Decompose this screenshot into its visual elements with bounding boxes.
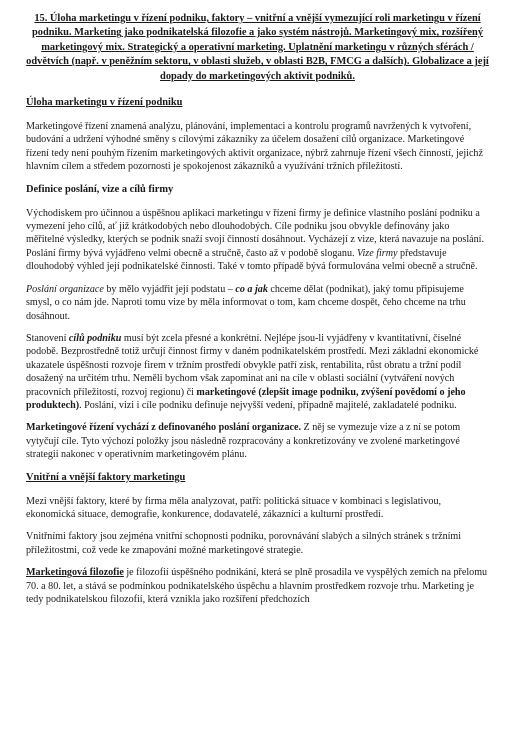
- paragraph-definice-3: [26, 332, 489, 412]
- paragraph-definice-2: [26, 283, 489, 323]
- paragraph-faktory-1: Mezi vnější faktory, které by firma měla analyzovat, patří: politická situace v kombinaci s legislativou, ekonomická situace, demografie, konkurence, dodavatelé, zákazníci a kulturní prostředí.: [26, 495, 442, 520]
- paragraph-text: Stanovení: [26, 332, 69, 344]
- paragraph-uloha: Marketingové řízení znamená analýzu, plánování, implementaci a kontrolu programů navržených k vytvoření, budování a udržení výhodné směny s cílovými zákazníky za účelem dosažení cílů organizace. Marketingové řízení tedy není pouhým řízením marketingových aktivit organizace, nýbrž zahrnuje řízení všech činností, jejichž hlavním cílem a středem pozornosti je spokojenost zákazníků a využívání tržních příležitostí.: [26, 121, 483, 173]
- paragraph-text: chceme dělat (podnikat), jaký tomu připisujeme smysl, o co nám jde. Naproti tomu vize by měla informovat o tom, kam chceme dospět, čeho chceme na trhu dosáhnout.: [26, 283, 466, 322]
- paragraph-faktory-2: Vnitřními faktory jsou zejména vnitřní schopnosti podniku, porovnávání slabých a silných stránek s tržními příležitostmi, což vede ke zmapování možné marketingové strategie.: [26, 531, 462, 556]
- emphasis-marketingova-filozofie: Marketingová filozofie: [26, 567, 124, 579]
- emphasis-vize: Vize firmy: [357, 247, 398, 259]
- section-heading-uloha: Úloha marketingu v řízení podniku: [26, 97, 183, 109]
- emphasis-marketingove: marketingové (zlepšit image podniku, zvýšení povědomí o jeho produktech): [26, 386, 466, 411]
- emphasis-marketingove-rizeni: Marketingové řízení vychází z definovaného poslání organizace.: [26, 422, 302, 434]
- paragraph-text: Východiskem pro účinnou a úspěšnou aplikaci marketingu v řízení firmy je definice vlastního poslání podniku a vymezení jeho cílů, ať již krátkodobých nebo dlouhodobých. Cíle podniku jsou obvykle definovány jako měřitelné výsledky, kterých se podnik snaží svojí činností dosáhnout. Vycházejí z vize, která navazuje na poslání. Poslání firmy bývá vyjádřeno velmi obecně a stručně, často až v podobě sloganu.: [26, 207, 485, 259]
- emphasis-cilu-podniku: cílů podniku: [68, 332, 122, 344]
- emphasis-co-a-jak: co a jak: [235, 283, 268, 295]
- paragraph-text: by mělo vyjádřit její podstatu –: [103, 283, 236, 295]
- section-heading-definice: Definice poslání, vize a cílů firmy: [26, 183, 174, 195]
- paragraph-text: Z něj se vymezuje vize a z ní se potom vytyčují cíle. Tyto výchozí položky jsou následně rozpracovány a konkretizovány ve zvolené marketingové strategii nakonec v operativním marketingovém plánu.: [26, 422, 461, 461]
- document-title: 15. Úloha marketingu v řízení podniku, faktory – vnitřní a vnější vymezující roli marketingu v řízení podniku. Marketing jako podnikatelská filozofie a jako systém nástrojů. Marketingový mix, rozšířený marketingový mix. Strategický a operativní marketing. Uplatnění marketingu v různých sférách / odvětvích (např. v peněžním sektoru, v oblasti služeb, v oblasti B2B, FMCG a dalších). Globalizace a její dopady do marketingových aktivit podniků.: [26, 13, 489, 82]
- emphasis-poslani: Poslání organizace: [26, 283, 104, 295]
- paragraph-text: představuje dlouhodobý výhled její podnikatelské činnosti. Také v tomto případě bývá formulována velmi obecně a stručně.: [26, 247, 478, 273]
- paragraph-text: . Poslání, vizi i cíle podniku definuje nejvyšší vedení, případně majitelé, zakladatelé podniku.: [79, 399, 457, 411]
- paragraph-text: musí být zcela přesné a konkrétní. Nejlépe jsou-li vyjádřeny v kvantitativní, číselné podobě. Bezprostředně totiž určují činnost firmy v daném podnikatelském prostředí. Mezi základní ekonomické ukazatele úspěšnosti rozvoje firem v tržním prostředí obvykle patří zisk, rentabilita, růst obratu a tržní podíl dosažený na určitém trhu. Neměli bychom však zapominat ani na cíle v oblasti sociální (vytváření nových pracovních příležitostí, rozvoj regionu) či: [26, 332, 479, 398]
- section-heading-faktory: Vnitřní a vnější faktory marketingu: [26, 471, 186, 483]
- paragraph-faktory-3: [26, 566, 489, 606]
- paragraph-definice-4: [26, 421, 489, 461]
- paragraph-text: je filozofií úspěšného podnikání, která se plně prosadila ve vyspělých zemích na přelomu 70. a 80. let, a stává se podmínkou podnikatelského úspěchu a hlavním prostředkem rozvoje trhu. Marketing je tedy podnikatelskou filozofií, která vznikla jako rozšíření předchozích: [26, 567, 488, 605]
- paragraph-definice-1: [26, 207, 489, 274]
